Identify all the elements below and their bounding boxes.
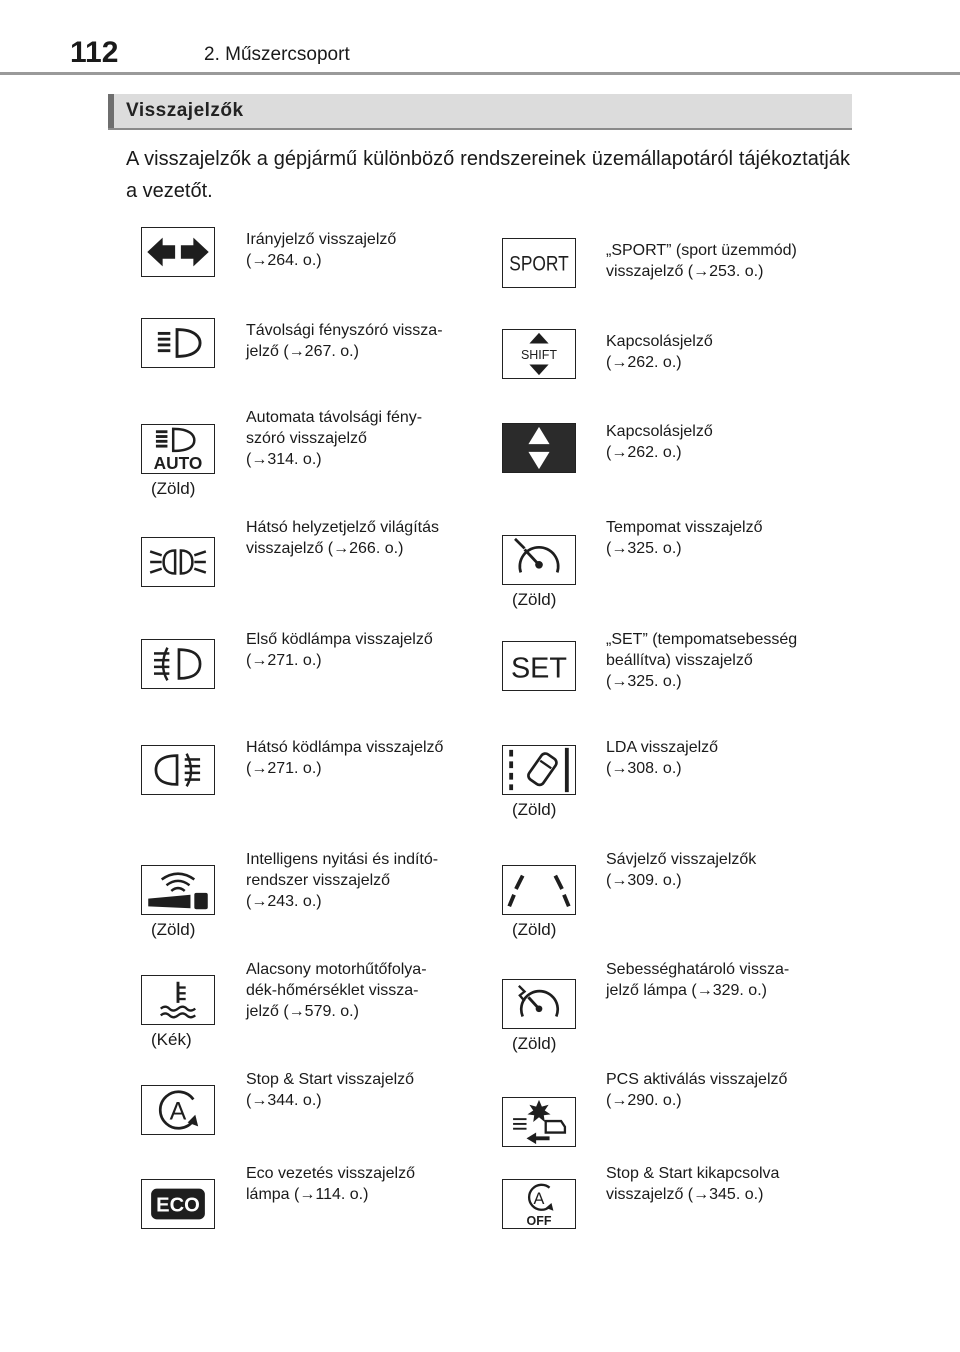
indicator-description: [606, 959, 842, 1001]
stop-start-off-icon: [502, 1179, 576, 1229]
indicator-description: [246, 320, 482, 362]
svg-text:OFF: OFF: [526, 1214, 552, 1228]
lane-markers-icon: [502, 865, 576, 915]
indicator-description: [606, 1069, 842, 1111]
color-note: (Kék): [151, 1030, 192, 1049]
svg-text:A: A: [169, 1097, 187, 1126]
smart-key-icon: [141, 865, 215, 915]
description-line: Hátsó ködlámpa visszajelző: [246, 739, 444, 756]
header-divider: [0, 72, 960, 75]
description-line: dék-hőmérséklet vissza-: [246, 982, 419, 999]
section-title: Visszajelzők: [126, 100, 244, 121]
color-note: (Zöld): [512, 800, 557, 819]
stop-start-icon: [141, 1085, 215, 1135]
sport-mode-text-icon: [502, 238, 576, 288]
description-line: Stop & Start visszajelző: [246, 1071, 415, 1088]
indicator-description: [246, 959, 482, 1022]
description-line: Hátsó helyzetjelző világítás: [246, 519, 439, 536]
color-note: (Zöld): [512, 590, 557, 609]
description-line: visszajelző (→266. o.): [246, 540, 404, 557]
color-note: (Zöld): [512, 920, 557, 939]
shift-up-down-dark-icon: [502, 423, 576, 473]
description-line: (→271. o.): [246, 652, 322, 669]
description-line: (→344. o.): [246, 1092, 322, 1109]
description-line: Tempomat visszajelző: [606, 519, 763, 536]
description-line: (→262. o.): [606, 354, 682, 371]
description-line: Eco vezetés visszajelző: [246, 1165, 415, 1182]
indicator-description: [606, 421, 842, 463]
description-line: jelző (→579. o.): [246, 1003, 359, 1020]
svg-text:SHIFT: SHIFT: [520, 347, 558, 362]
indicator-description: [246, 229, 482, 271]
description-line: Irányjelző visszajelző: [246, 231, 397, 248]
indicator-description: [606, 331, 842, 373]
rear-fog-light-icon: [141, 745, 215, 795]
description-line: Alacsony motorhűtőfolya-: [246, 961, 427, 978]
svg-text:SPORT: SPORT: [509, 252, 569, 276]
auto-high-beam-icon: [141, 424, 215, 474]
description-line: (→309. o.): [606, 872, 682, 889]
indicator-description: [606, 517, 842, 559]
indicator-description: [246, 629, 482, 671]
description-line: „SET” (tempomatsebesség: [606, 631, 798, 648]
color-note: (Zöld): [151, 920, 196, 939]
page-number: 112: [70, 36, 119, 69]
indicator-description: [606, 1163, 842, 1205]
indicator-description: [246, 1163, 482, 1205]
indicator-description: [246, 737, 482, 779]
speed-limiter-gauge-icon: [502, 979, 576, 1029]
description-line: beállítva) visszajelző: [606, 652, 753, 669]
description-line: Stop & Start kikapcsolva: [606, 1165, 780, 1182]
pcs-collision-icon: [502, 1097, 576, 1147]
description-line: (→264. o.): [246, 252, 322, 269]
intro-paragraph: A visszajelzők a gépjármű különböző rendszereinek üzemállapotáról tájékoztatják a vezetőt.: [126, 148, 850, 202]
description-line: Automata távolsági fény-: [246, 409, 423, 426]
eco-driving-icon: [141, 1179, 215, 1229]
description-line: jelző (→267. o.): [246, 343, 359, 360]
description-line: Kapcsolásjelző: [606, 333, 713, 350]
description-line: szóró visszajelző: [246, 430, 367, 447]
description-line: Sávjelző visszajelzők: [606, 851, 757, 868]
color-note: (Zöld): [151, 479, 196, 498]
description-line: (→262. o.): [606, 444, 682, 461]
svg-text:SET: SET: [510, 652, 568, 685]
color-note: (Zöld): [512, 1034, 557, 1053]
svg-text:A: A: [533, 1190, 545, 1208]
indicator-description: [606, 240, 842, 282]
description-line: (→308. o.): [606, 760, 682, 777]
indicator-description: [246, 849, 482, 912]
chapter-title: 2. Műszercsoport: [204, 44, 350, 65]
tail-lights-icon: [141, 537, 215, 587]
indicator-description: [246, 1069, 482, 1111]
description-line: PCS aktiválás visszajelző: [606, 1071, 788, 1088]
turn-signal-arrows-icon: [141, 227, 215, 277]
indicator-description: [246, 407, 482, 470]
description-line: Kapcsolásjelző: [606, 423, 713, 440]
description-line: (→290. o.): [606, 1092, 682, 1109]
lane-departure-alert-icon: [502, 745, 576, 795]
description-line: „SPORT” (sport üzemmód): [606, 242, 797, 259]
section-header: [108, 94, 852, 130]
description-line: lámpa (→114. o.): [246, 1186, 369, 1203]
indicator-description: [606, 849, 842, 891]
description-line: Sebességhatároló vissza-: [606, 961, 790, 978]
section-accent: [108, 94, 114, 128]
high-beam-icon: [141, 318, 215, 368]
description-line: Első ködlámpa visszajelző: [246, 631, 433, 648]
indicator-description: [606, 629, 842, 692]
description-line: (→243. o.): [246, 893, 322, 910]
description-line: (→271. o.): [246, 760, 322, 777]
indicator-description: [246, 517, 482, 559]
cruise-control-gauge-icon: [502, 535, 576, 585]
description-line: (→325. o.): [606, 673, 682, 690]
description-line: (→325. o.): [606, 540, 682, 557]
shift-indicator-icon: [502, 329, 576, 379]
description-line: rendszer visszajelző: [246, 872, 391, 889]
svg-text:ECO: ECO: [156, 1194, 200, 1217]
description-line: LDA visszajelző: [606, 739, 719, 756]
front-fog-light-icon: [141, 639, 215, 689]
description-line: jelző lámpa (→329. o.): [606, 982, 767, 999]
coolant-temperature-icon: [141, 975, 215, 1025]
svg-text:AUTO: AUTO: [153, 453, 203, 473]
description-line: Távolsági fényszóró vissza-: [246, 322, 443, 339]
description-line: visszajelző (→345. o.): [606, 1186, 764, 1203]
indicator-description: [606, 737, 842, 779]
cruise-set-text-icon: [502, 641, 576, 691]
description-line: Intelligens nyitási és indító-: [246, 851, 439, 868]
description-line: visszajelző (→253. o.): [606, 263, 764, 280]
description-line: (→314. o.): [246, 451, 322, 468]
